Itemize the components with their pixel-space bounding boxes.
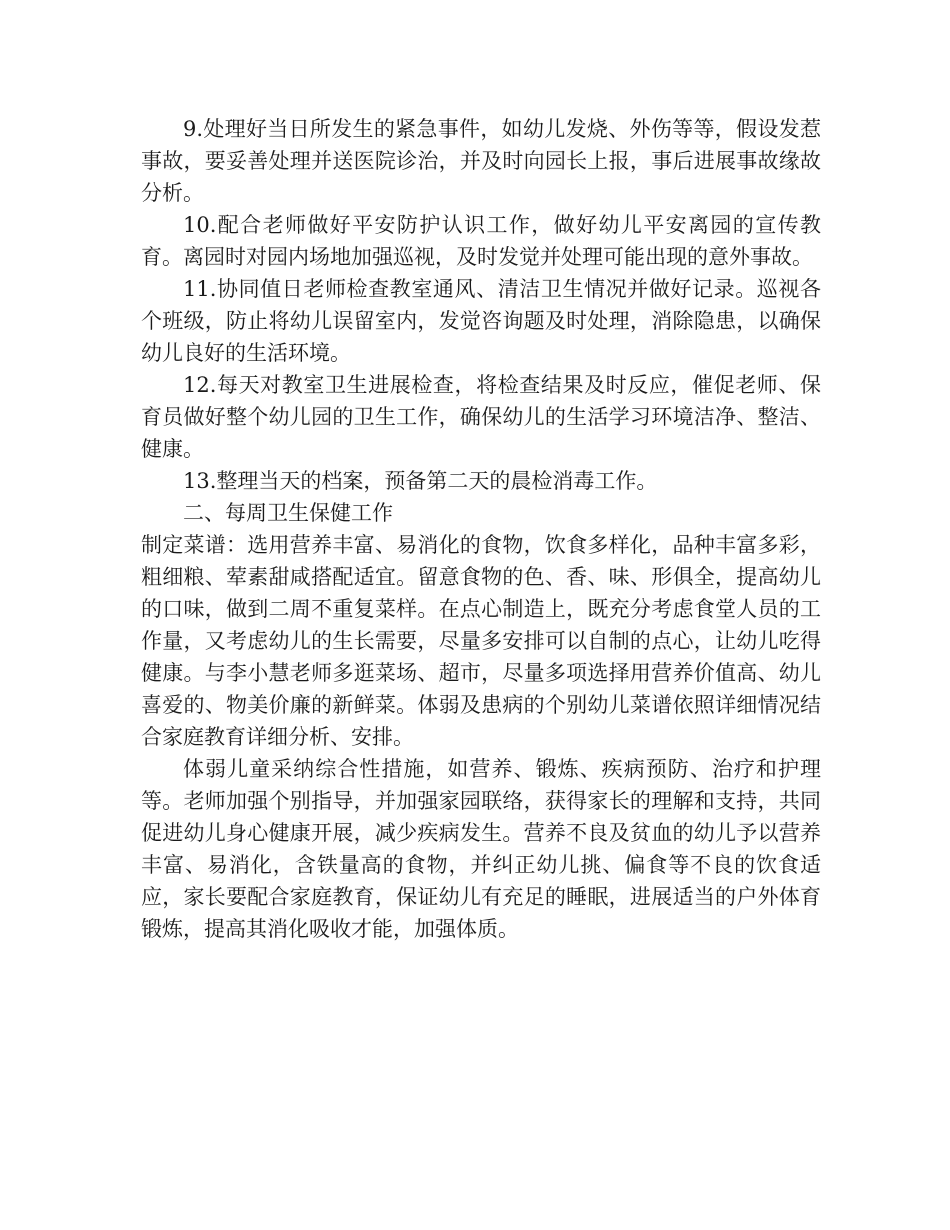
paragraph-item-12: 12.每天对教室卫生进展检查，将检查结果及时反应，催促老师、保育员做好整个幼儿园的卫生工作，确保幼儿的生活学习环境洁净、整洁、健康。 [141,373,821,461]
paragraph-item-13: 13.整理当天的档案，预备第二天的晨检消毒工作。 [183,469,658,493]
document-body [141,113,821,945]
paragraph-item-9: 9.处理好当日所发生的紧急事件，如幼儿发烧、外伤等等，假设发惹事故，要妥善处理并送医院诊治，并及时向园长上报，事后进展事故缘故分析。 [141,117,821,205]
paragraph-weak-children: 体弱儿童采纳综合性措施，如营养、锻炼、疾病预防、治疗和护理等。老师加强个别指导，并加强家园联络，获得家长的理解和支持，共同促进幼儿身心健康开展，减少疾病发生。营养不良及贫血的幼儿予以营养丰富、易消化，含铁量高的食物，并纠正幼儿挑、偏食等不良的饮食适应，家长要配合家庭教育，保证幼儿有充足的睡眠，进展适当的户外体育锻炼，提高其消化吸收才能，加强体质。 [141,757,821,941]
paragraph-menu-planning: 制定菜谱：选用营养丰富、易消化的食物，饮食多样化，品种丰富多彩，粗细粮、荤素甜咸搭配适宜。留意食物的色、香、味、形俱全，提高幼儿的口味，做到二周不重复菜样。在点心制造上，既充分考虑食堂人员的工作量，又考虑幼儿的生长需要，尽量多安排可以自制的点心，让幼儿吃得健康。与李小慧老师多逛菜场、超市，尽量多项选择用营养价值高、幼儿喜爱的、物美价廉的新鲜菜。体弱及患病的个别幼儿菜谱依照详细情况结合家庭教育详细分析、安排。 [141,533,821,749]
section-heading: 二、每周卫生保健工作 [183,501,393,525]
paragraph-item-11: 11.协同值日老师检查教室通风、清洁卫生情况并做好记录。巡视各个班级，防止将幼儿误留室内，发觉咨询题及时处理，消除隐患，以确保幼儿良好的生活环境。 [141,277,821,365]
paragraph-item-10: 10.配合老师做好平安防护认识工作，做好幼儿平安离园的宣传教育。离园时对园内场地加强巡视，及时发觉并处理可能出现的意外事故。 [141,213,821,269]
